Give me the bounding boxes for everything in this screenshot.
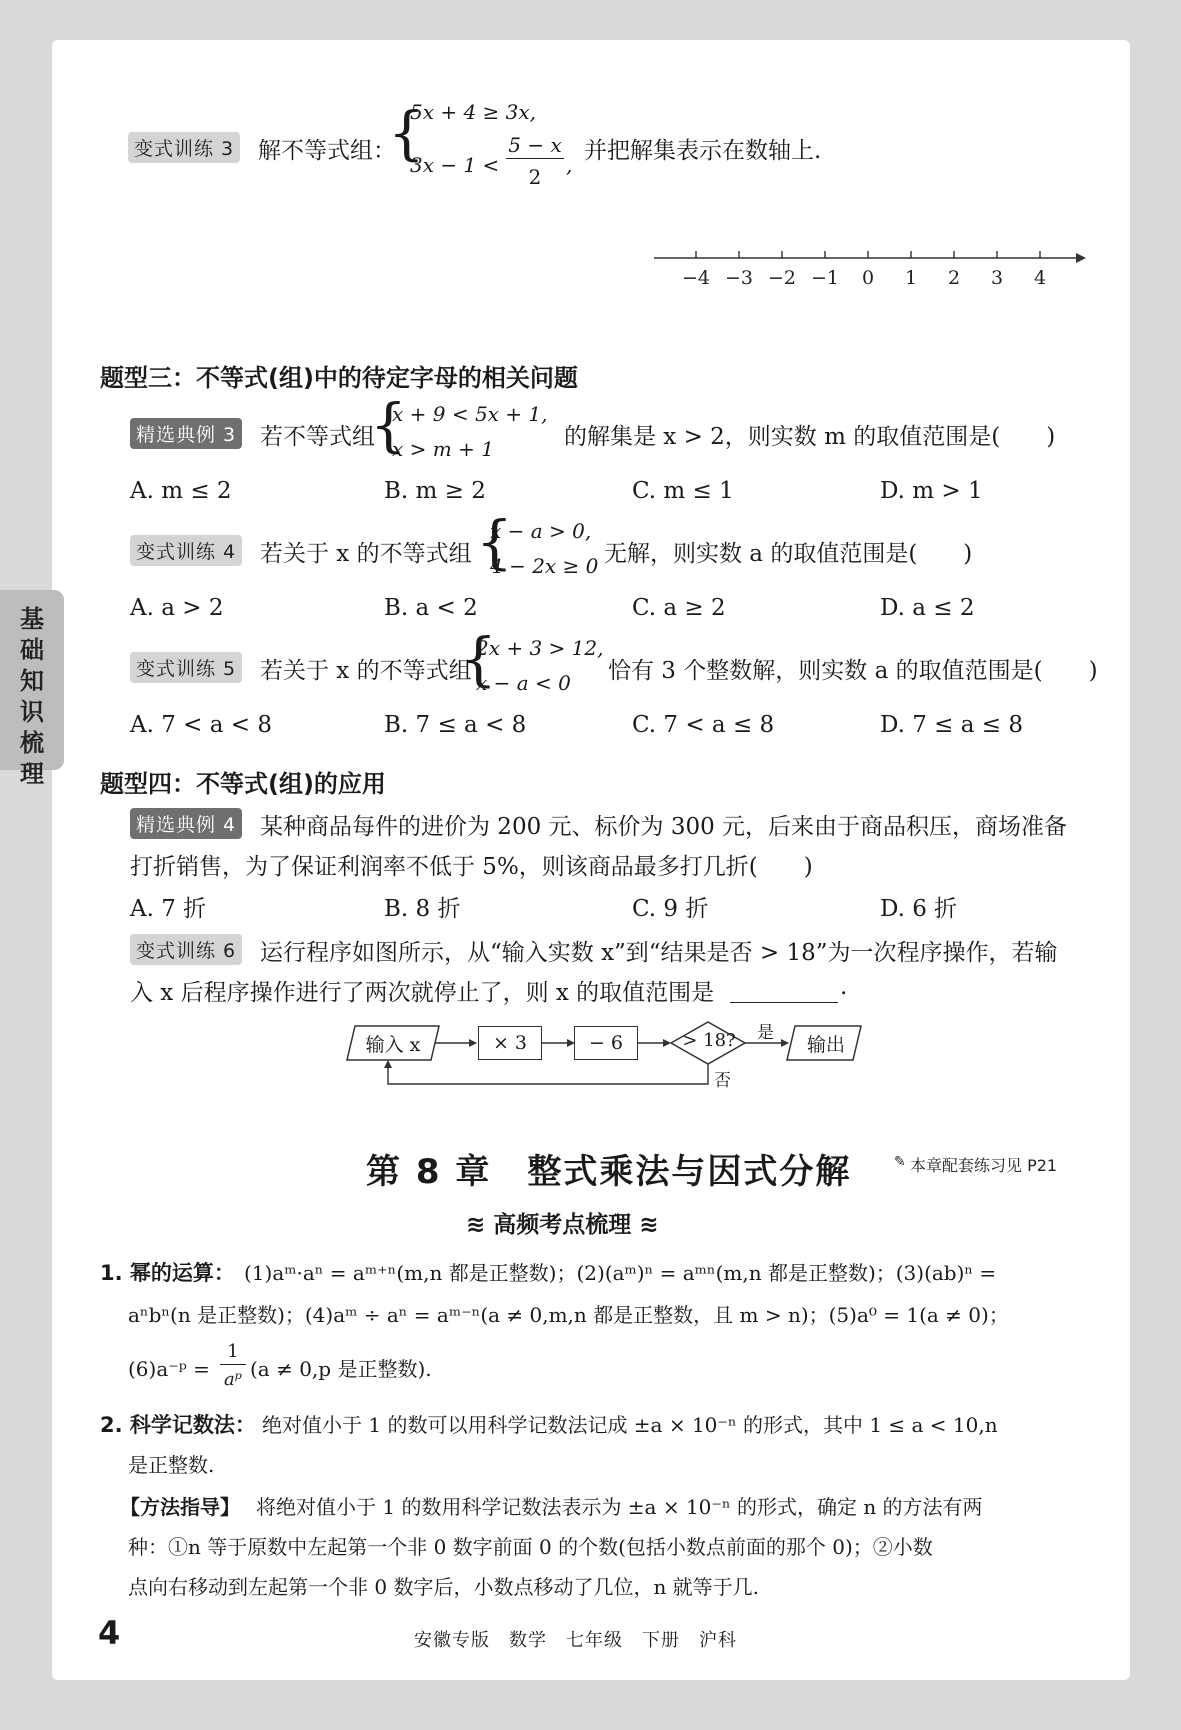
variant6-line1: 运行程序如图所示，从“输入实数 x”到“结果是否 > 18”为一次程序操作，若输 (260, 940, 1058, 966)
example3-option-b: B. m ≥ 2 (384, 478, 486, 504)
pencil-icon: ✎ (894, 1154, 906, 1170)
footer-info: 安徽专版 数学 七年级 下册 沪科 (414, 1630, 737, 1651)
example3-option-d: D. m > 1 (880, 478, 983, 504)
number-line-label: 0 (861, 267, 875, 289)
variant3-frac-num: 5 − x (506, 132, 564, 159)
item2-label: 2. 科学记数法： (100, 1413, 256, 1437)
variant4-option-a: A. a > 2 (130, 595, 224, 621)
variant5-option-b: B. 7 ≤ a < 8 (384, 712, 527, 738)
variant3-frac-den: 2 (528, 165, 542, 189)
example4-line1: 某种商品每件的进价为 200 元、标价为 300 元，后来由于商品积压，商场准备 (260, 814, 1068, 840)
variant4-option-c: C. a ≥ 2 (632, 595, 726, 621)
variant3-comma: , (566, 153, 573, 177)
variant4-brace: { (476, 508, 513, 576)
item1-line2: aⁿbⁿ(n 是正整数)；(4)aᵐ ÷ aⁿ = aᵐ⁻ⁿ(a ≠ 0,m,n 都是正整数，且 m > n)；(5)a⁰ = 1(a ≠ 0)； (128, 1303, 1009, 1327)
variant5-suffix: 恰有 3 个整数解，则实数 a 的取值范围是( ) (608, 658, 1098, 684)
number-line-label: 1 (904, 267, 918, 289)
section4-title: 题型四：不等式(组)的应用 (100, 770, 386, 798)
variant5-option-a: A. 7 < a < 8 (130, 712, 272, 738)
method-line3: 点向右移动到左起第一个非 0 数字后，小数点移动了几位，n 就等于几. (128, 1575, 760, 1599)
variant3-tag: 变式训练 3 (128, 132, 240, 163)
page-number: 4 (98, 1614, 121, 1652)
variant5-prefix: 若关于 x 的不等式组 (260, 658, 472, 684)
item2-line1: 绝对值小于 1 的数可以用科学记数法记成 ±a × 10⁻ⁿ 的形式，其中 1 ≤ a < 10,n (262, 1413, 998, 1437)
number-line (650, 240, 1090, 290)
example4-option-d: D. 6 折 (880, 896, 958, 922)
variant5-tag: 变式训练 5 (130, 652, 242, 683)
example3-brace: { (370, 391, 407, 459)
example3-suffix: 的解集是 x > 2，则实数 m 的取值范围是( ) (564, 424, 1056, 450)
example3-tag: 精选典例 3 (130, 418, 242, 449)
example3-prefix: 若不等式组 (260, 424, 375, 450)
variant6-line2-end: . (840, 974, 848, 1000)
flowchart-times3: × 3 (478, 1026, 542, 1060)
item1-line3-pre: (6)a⁻ᵖ = (128, 1357, 210, 1381)
variant6-line2: 入 x 后程序操作进行了两次就停止了，则 x 的取值范围是 (130, 980, 715, 1006)
variant3-suffix: 并把解集表示在数轴上. (584, 138, 822, 164)
method-label: 【方法指导】 (120, 1495, 240, 1519)
number-line-label: −1 (810, 267, 840, 289)
example4-option-b: B. 8 折 (384, 896, 461, 922)
flowchart-yes: 是 (757, 1023, 774, 1043)
variant4-option-b: B. a < 2 (384, 595, 478, 621)
variant4-prefix: 若关于 x 的不等式组 (260, 541, 472, 567)
chapter-title: 第 8 章 整式乘法与因式分解 (366, 1152, 852, 1192)
item1-line1: (1)aᵐ·aⁿ = aᵐ⁺ⁿ(m,n 都是正整数)；(2)(aᵐ)ⁿ = aᵐⁿ(m,n 都是正整数)；(3)(ab)ⁿ = (244, 1261, 997, 1285)
variant5-ineq2: x − a < 0 (476, 671, 571, 695)
example4-line2: 打折销售，为了保证利润率不低于 5%，则该商品最多打几折( ) (130, 854, 813, 880)
variant4-tag: 变式训练 4 (130, 535, 242, 566)
example3-ineq2: x > m + 1 (392, 437, 494, 461)
variant3-prefix: 解不等式组： (258, 138, 396, 164)
number-line-label: 2 (947, 267, 961, 289)
number-line-label: 4 (1033, 267, 1047, 289)
flowchart-input: 输入 x (365, 1034, 421, 1056)
variant3-brace: { (388, 99, 425, 167)
number-line-label: 3 (990, 267, 1004, 289)
example4-option-c: C. 9 折 (632, 896, 709, 922)
subheading: ≋ 高频考点梳理 ≋ (466, 1212, 659, 1238)
side-tab-label: 基础知识梳理 (20, 605, 44, 788)
section3-title: 题型三：不等式(组)中的待定字母的相关问题 (100, 364, 578, 392)
example3-ineq1: x + 9 < 5x + 1, (392, 402, 548, 426)
variant6-tag: 变式训练 6 (130, 934, 242, 965)
flowchart-output: 输出 (806, 1034, 845, 1056)
variant4-ineq1: x − a > 0, (490, 519, 592, 543)
side-tab (0, 590, 64, 788)
method-line1: 将绝对值小于 1 的数用科学记数法表示为 ±a × 10⁻ⁿ 的形式，确定 n 的方法有两 (256, 1495, 983, 1519)
chapter-ref: 本章配套练习见 P21 (910, 1156, 1058, 1175)
example3-option-a: A. m ≤ 2 (130, 478, 232, 504)
number-line-label: −2 (767, 267, 797, 289)
method-line2: 种：①n 等于原数中左起第一个非 0 数字前面 0 的个数(包括小数点前面的那个 0)；②小数 (128, 1535, 933, 1559)
item2-line2: 是正整数. (128, 1453, 215, 1477)
number-line-label: −3 (724, 267, 754, 289)
variant4-ineq2: 4 − 2x ≥ 0 (490, 554, 599, 578)
variant3-ineq2-left: 3x − 1 < (410, 153, 500, 177)
flowchart-no: 否 (714, 1071, 731, 1091)
number-line-label: −4 (681, 267, 711, 289)
item1-label: 1. 幂的运算： (100, 1261, 235, 1285)
variant6-answer-blank (730, 1002, 838, 1003)
item1-frac-num: 1 (220, 1340, 246, 1365)
example4-tag: 精选典例 4 (130, 808, 242, 839)
flowchart-condition: > 18? (682, 1030, 736, 1051)
variant4-suffix: 无解，则实数 a 的取值范围是( ) (604, 541, 973, 567)
variant5-ineq1: 2x + 3 > 12, (476, 636, 604, 660)
variant5-option-d: D. 7 ≤ a ≤ 8 (880, 712, 1024, 738)
item1-frac-den: aᵖ (224, 1369, 242, 1390)
variant4-option-d: D. a ≤ 2 (880, 595, 975, 621)
flowchart-minus6: − 6 (574, 1026, 638, 1060)
item1-line3-post: (a ≠ 0,p 是正整数). (250, 1357, 432, 1381)
variant5-brace: { (460, 625, 497, 693)
example4-option-a: A. 7 折 (130, 896, 207, 922)
variant5-option-c: C. 7 < a ≤ 8 (632, 712, 775, 738)
variant3-ineq1: 5x + 4 ≥ 3x, (410, 100, 537, 124)
example3-option-c: C. m ≤ 1 (632, 478, 734, 504)
